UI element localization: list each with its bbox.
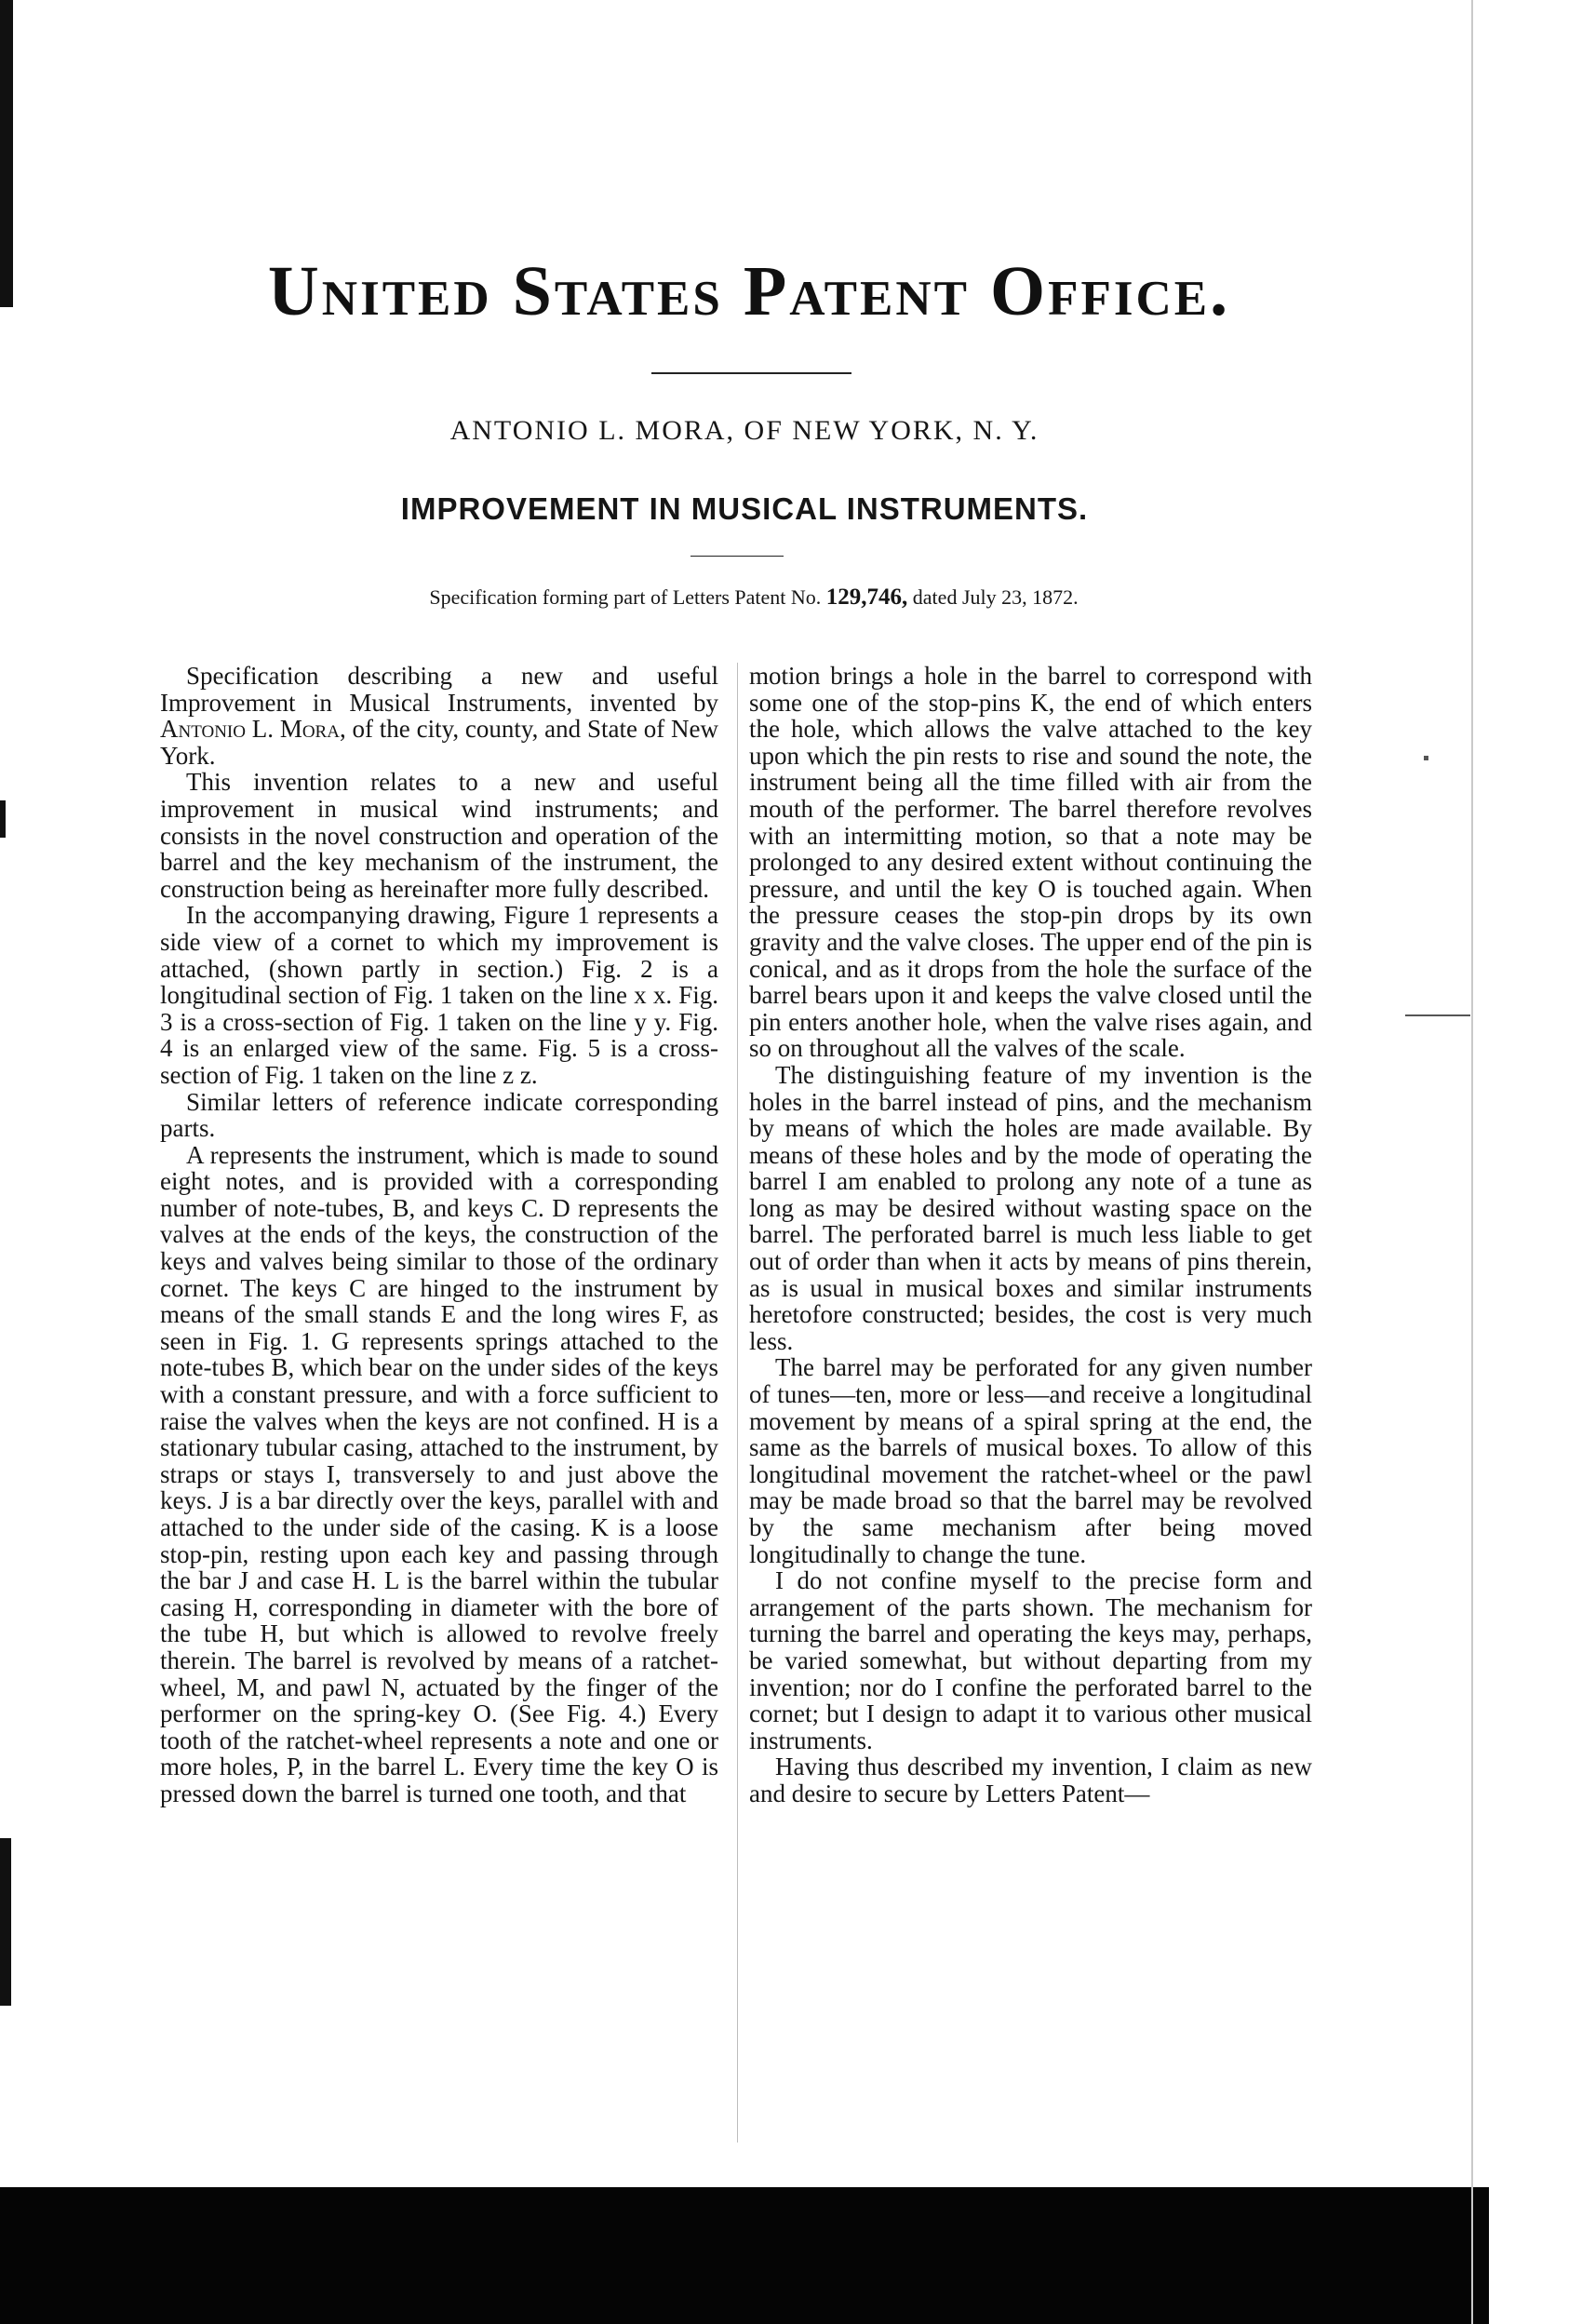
scan-right-edge <box>1471 0 1473 2324</box>
scan-edge-mid-left <box>0 800 6 838</box>
right-paragraph-5: Having thus described my invention, I claim as new and desire to secure by Letters Patent— <box>749 1753 1312 1807</box>
left-paragraph-5: A represents the instrument, which is made to sound eight notes, and is provided with a corresponding number of note-tubes, B, and keys C. D represents the valves at the ends of the keys, the construction of the keys and valves being similar to those of the ordinary cornet. The keys C are hinged to the instrument by means of the small stands E and the long wires F, as seen in Fig. 1. G represents springs attached to the note-tubes B, which bear on the under sides of the keys with a constant pressure, and with a force sufficient to raise the valves when the keys are not confined. H is a stationary tubular casing, attached to the instrument, by straps or stays I, transversely to and just above the keys. J is a bar directly over the keys, parallel with and attached to the under side of the casing. K is a loose stop-pin, resting upon each key and passing through the bar J and case H. L is the barrel within the tubular casing H, corresponding in diameter with the bore of the tube H, but which is allowed to revolve freely therein. The barrel is revolved by means of a ratchet-wheel, M, and pawl N, actuated by the finger of the performer on the spring-key O. (See Fig. 4.) Every tooth of the ratchet-wheel represents a note and one or more holes, P, in the barrel L. Every time the key O is pressed down the barrel is turned one tooth, and that <box>160 1140 718 1807</box>
text-span: , of the city, county, and State of New York. <box>160 715 719 770</box>
scan-edge-lower-left <box>0 1838 11 2006</box>
title-rule <box>651 372 851 374</box>
scan-edge-top-left <box>0 0 13 307</box>
left-paragraph-3: In the accompanying drawing, Figure 1 represents a side view of a cornet to which my improvement is attached, (shown partly in section.) Fig. 2 is a longitudinal section of Fig. 1 taken on the line x x. Fig. 3 is a cross-section of Fig. 1 taken on the line y y. Fig. 4 is an enlarged view of the same. Fig. 5 is a cross-section of Fig. 1 taken on the line z z. <box>160 901 718 1089</box>
left-paragraph-4: Similar letters of reference indicate corresponding parts. <box>160 1087 718 1143</box>
text-span: Specification describing a new and useful Improvement in Musical Instruments, invented by <box>160 662 718 717</box>
inventor-name: Antonio L. Mora <box>160 715 340 744</box>
inventor-line: ANTONIO L. MORA, OF NEW YORK, N. Y. <box>449 415 1039 446</box>
scan-bottom-border <box>0 2187 1489 2324</box>
patent-number: 129,746, <box>825 584 908 610</box>
subject-rule <box>690 556 784 557</box>
right-paragraph-3: The barrel may be perforated for any given number of tunes—ten, more or less—and receive a longitudinal movement by means of a spiral spring at the end, the same as the barrels of musical boxes. To allow of this longitudinal movement the ratchet-wheel or the pawl may be made broad so that the barrel may be revolved by the same mechanism after being moved longitudinally to change the tune. <box>749 1353 1312 1568</box>
left-paragraph-2: This invention relates to a new and useful improvement in musical wind instruments; and consists in the novel construction and operation of the barrel and the key mechanism of the instrument, the construction being as hereinafter more fully described. <box>160 768 718 903</box>
page-title: United States Patent Office. <box>267 252 1231 330</box>
right-paragraph-2: The distinguishing feature of my invention is the holes in the barrel instead of pins, and the mechanism by means of which the holes are made available. By means of these holes and by the mode of operating the barrel I am enabled to prolong any note of a tune as long as may be desired without wasting space on the barrel. The perforated barrel is much less liable to get out of order than when it acts by means of pins therein, as is usual in musical boxes and similar instruments heretofore constructed; besides, the cost is very much less. <box>749 1060 1312 1355</box>
right-column <box>749 663 1312 1807</box>
spec-suffix: dated July 23, 1872. <box>912 585 1079 609</box>
left-paragraph-1 <box>160 663 718 769</box>
column-divider <box>737 663 738 2143</box>
stray-mark-right <box>1405 1014 1470 1016</box>
specification-line <box>214 584 1294 611</box>
right-paragraph-4: I do not confine myself to the precise form and arrangement of the parts shown. The mechanism for turning the barrel and operating the keys may, perhaps, be varied somewhat, but without departing from my invention; nor do I confine the perforated barrel to the cornet; but I design to adapt it to various other musical instruments. <box>749 1566 1312 1754</box>
right-paragraph-1: motion brings a hole in the barrel to correspond with some one of the stop-pins K, the end of which enters the hole, which allows the valve attached to the key upon which the pin rests to rise and sound the note, the instrument being all the time filled with air from the mouth of the performer. The barrel therefore revolves with an intermitting motion, so that a note may be prolonged to any desired extent without continuing the pressure, and until the key O is touched again. When the pressure ceases the stop-pin drops by its own gravity and the valve closes. The upper end of the pin is conical, and as it drops from the hole the surface of the barrel bears upon it and keeps the valve closed until the pin enters another hole, when the valve rises again, and so on throughout all the valves of the scale. <box>749 662 1312 1063</box>
subject-heading: IMPROVEMENT IN MUSICAL INSTRUMENTS. <box>400 491 1089 526</box>
stray-mark-dot <box>1424 756 1428 760</box>
spec-prefix: Specification forming part of Letters Patent No. <box>429 585 822 609</box>
left-column <box>160 663 718 1807</box>
